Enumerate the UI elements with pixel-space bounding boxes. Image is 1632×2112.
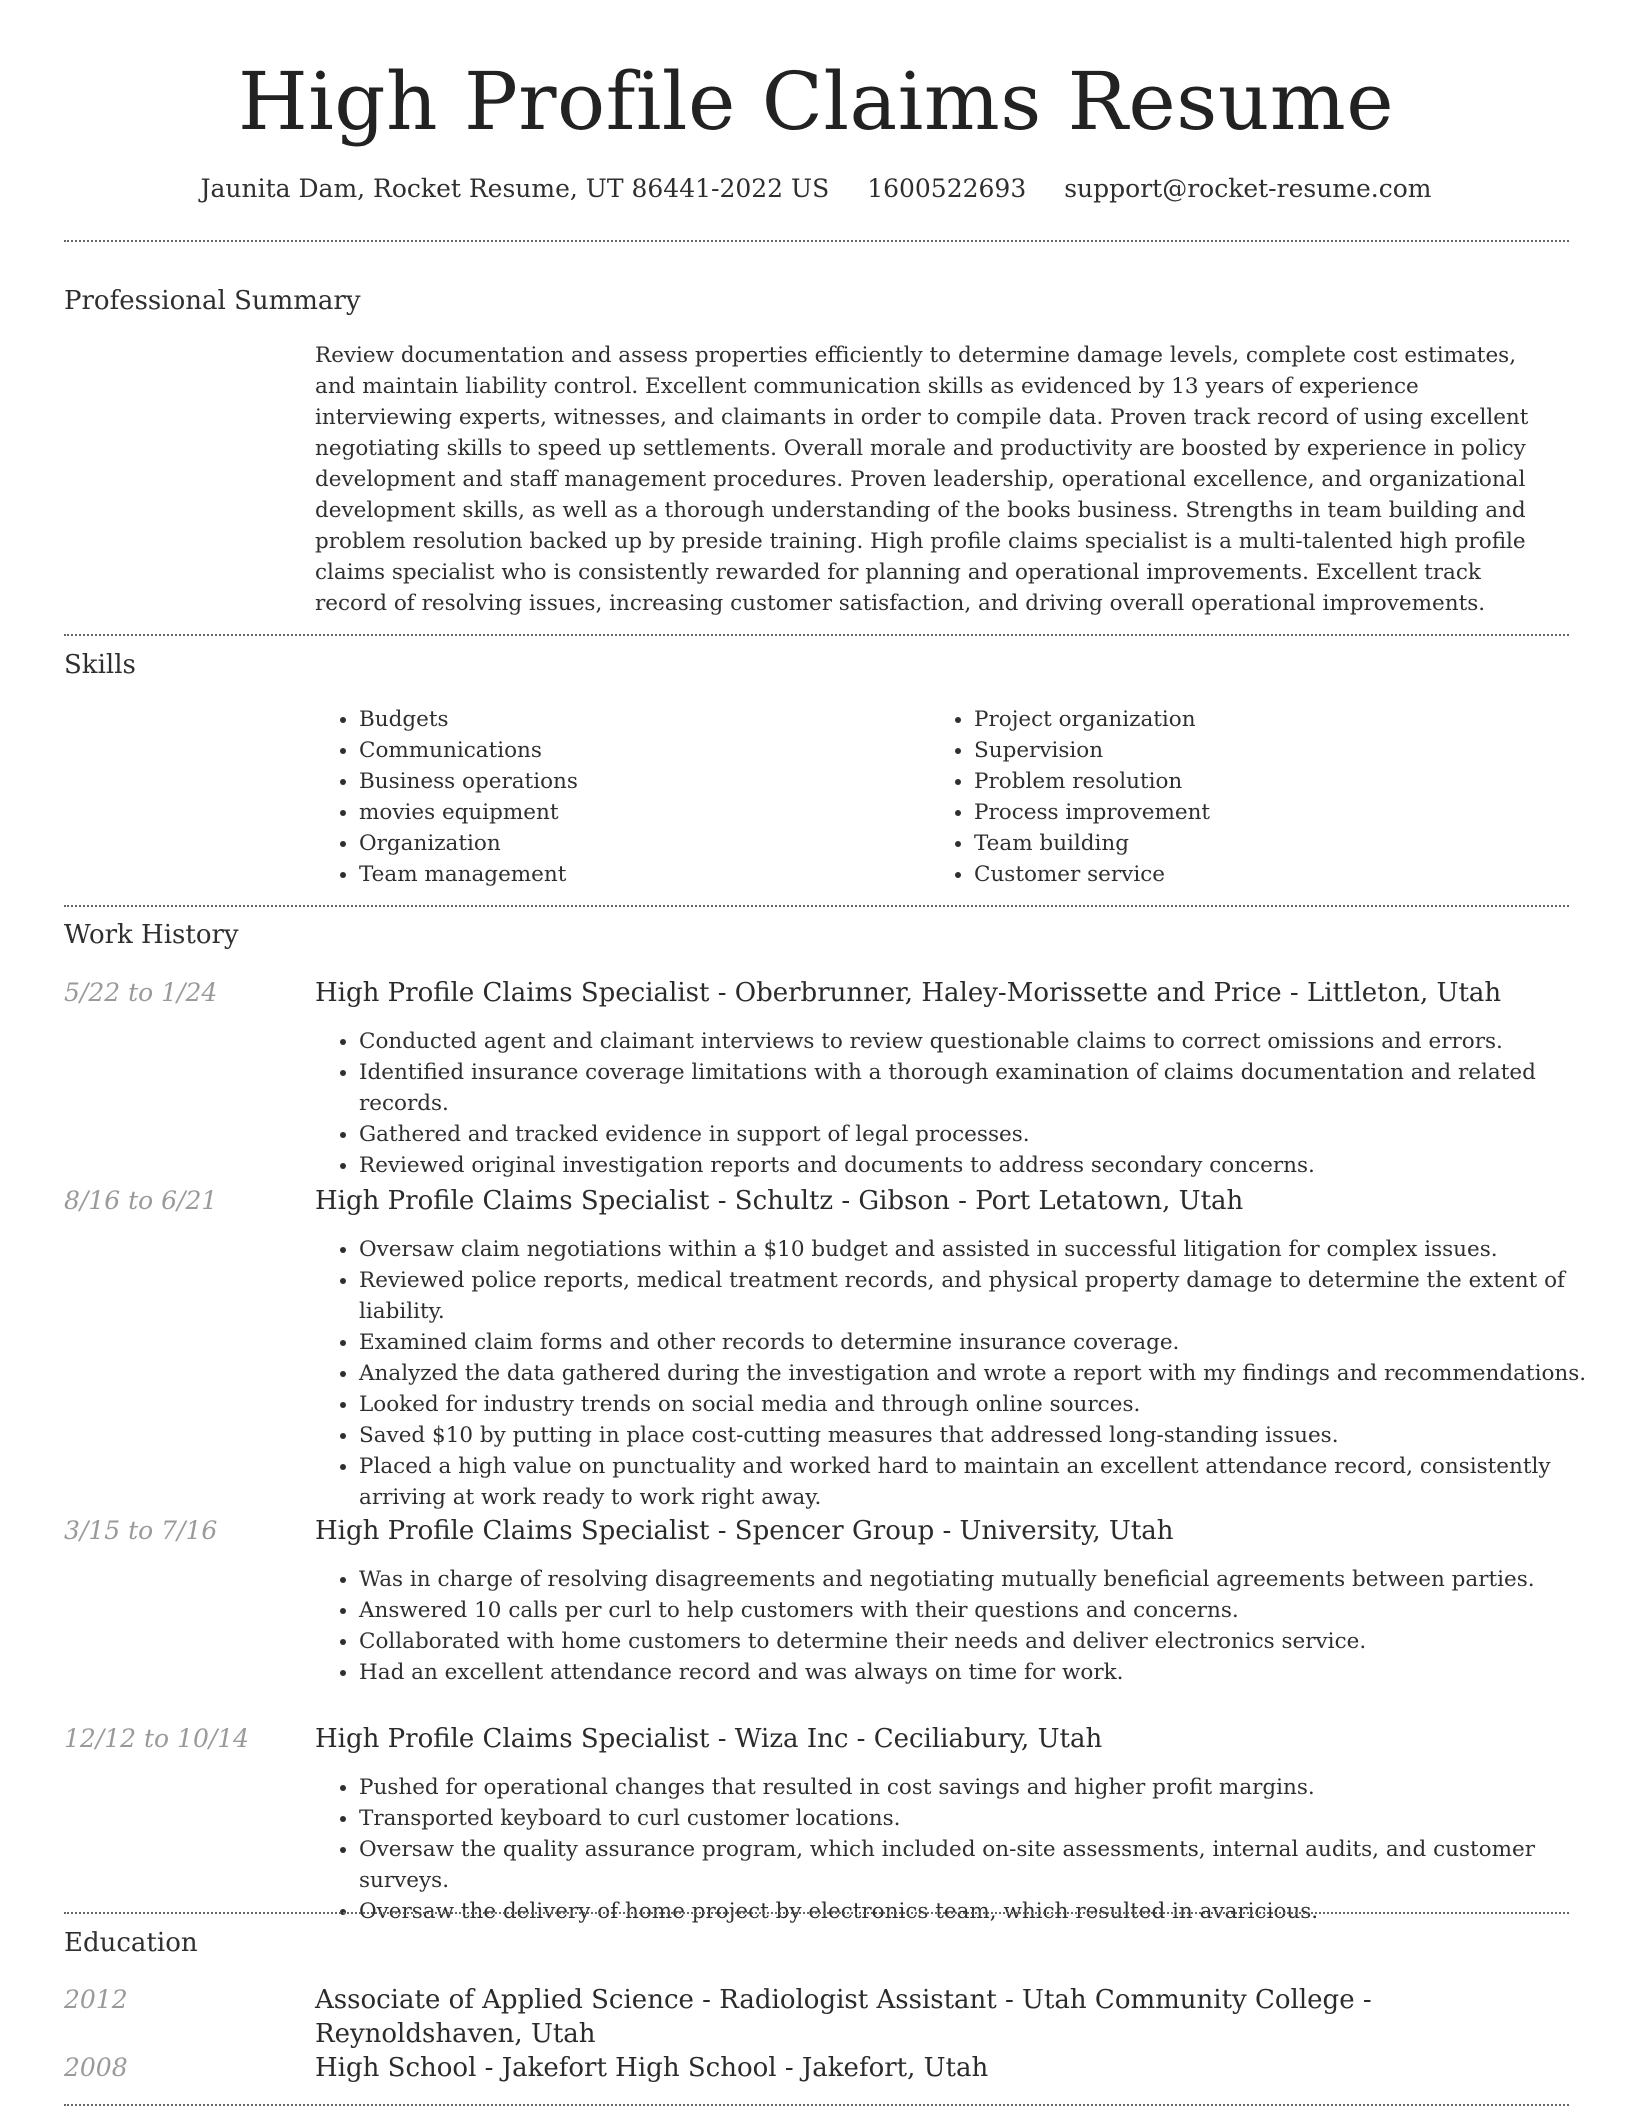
skills-list-right xyxy=(930,704,1210,890)
job-bullet: • Conducted agent and claimant interviews to review questionable claims to correct omissions and errors. xyxy=(359,1026,1613,1057)
education-year: 2008 xyxy=(64,2053,128,2082)
education-heading: Education xyxy=(64,1928,198,1958)
section-divider xyxy=(64,634,1569,636)
job-bullet: • Answered 10 calls per curl to help customers with their questions and concerns. xyxy=(359,1595,1613,1626)
job-bullet: • Gathered and tracked evidence in support of legal processes. xyxy=(359,1119,1613,1150)
job-bullet: • Oversaw the delivery of home project by electronics team, which resulted in avaricious. xyxy=(359,1896,1613,1927)
job-bullet: • Reviewed original investigation reports and documents to address secondary concerns. xyxy=(359,1150,1613,1181)
job-dates: 3/15 to 7/16 xyxy=(64,1516,218,1545)
skill-item: • Communications xyxy=(359,735,578,766)
skill-item: • Problem resolution xyxy=(974,766,1210,797)
job-header: High Profile Claims Specialist - Oberbrunner, Haley-Morissette and Price - Littleton, Utah xyxy=(315,978,1502,1008)
contact-address: Jaunita Dam, Rocket Resume, UT 86441-2022 US xyxy=(200,174,830,203)
job-bullet: • Transported keyboard to curl customer locations. xyxy=(359,1803,1613,1834)
skill-item: • Supervision xyxy=(974,735,1210,766)
contact-email: support@rocket-resume.com xyxy=(1064,174,1432,203)
job-bullet: • Was in charge of resolving disagreements and negotiating mutually beneficial agreements between parties. xyxy=(359,1564,1613,1595)
section-divider xyxy=(64,905,1569,907)
job-bullets xyxy=(315,1234,1613,1513)
job-bullet: • Identified insurance coverage limitations with a thorough examination of claims documentation and related records. xyxy=(359,1057,1613,1119)
skill-item: • Organization xyxy=(359,828,578,859)
contact-line xyxy=(0,172,1632,206)
job-bullet: • Analyzed the data gathered during the investigation and wrote a report with my findings and recommendations. xyxy=(359,1358,1613,1389)
job-bullet: • Placed a high value on punctuality and worked hard to maintain an excellent attendance record, consistently arriving at work ready to work right away. xyxy=(359,1451,1613,1513)
skill-item: • movies equipment xyxy=(359,797,578,828)
summary-heading: Professional Summary xyxy=(64,286,361,316)
work-heading: Work History xyxy=(64,920,239,950)
education-entry xyxy=(64,1983,1569,2049)
job-header: High Profile Claims Specialist - Spencer Group - University, Utah xyxy=(315,1516,1174,1546)
education-text: Associate of Applied Science - Radiologist Assistant - Utah Community College - Reynoldshaven, Utah xyxy=(315,1985,1372,2049)
skill-item: • Process improvement xyxy=(974,797,1210,828)
contact-phone: 1600522693 xyxy=(867,174,1027,203)
skills-list-left xyxy=(315,704,578,890)
job-bullets xyxy=(315,1772,1613,1927)
skills-heading: Skills xyxy=(64,650,136,680)
skill-item: • Team management xyxy=(359,859,578,890)
section-divider xyxy=(64,1912,1569,1914)
education-text: High School - Jakefort High School - Jakefort, Utah xyxy=(315,2053,989,2083)
resume-title: High Profile Claims Resume xyxy=(237,55,1395,148)
skill-item: • Budgets xyxy=(359,704,578,735)
job-bullet: • Examined claim forms and other records to determine insurance coverage. xyxy=(359,1327,1613,1358)
job-dates: 12/12 to 10/14 xyxy=(64,1724,250,1753)
skill-item: • Team building xyxy=(974,828,1210,859)
job-dates: 5/22 to 1/24 xyxy=(64,978,218,1007)
job-bullet: • Reviewed police reports, medical treatment records, and physical property damage to determine the extent of liability. xyxy=(359,1265,1613,1327)
job-bullet: • Pushed for operational changes that resulted in cost savings and higher profit margins. xyxy=(359,1772,1613,1803)
education-entry xyxy=(64,2051,1569,2085)
section-divider xyxy=(64,2104,1569,2106)
summary-text: Review documentation and assess properties efficiently to determine damage levels, complete cost estimates, and maintain liability control. Excellent communication skills as evidenced by 13 years of experience interviewing experts, witnesses, and claimants in order to compile data. Proven track record of using excellent negotiating skills to speed up settlements. Overall morale and productivity are boosted by experience in policy development and staff management procedures. Proven leadership, operational excellence, and organizational development skills, as well as a thorough understanding of the books business. Strengths in team building and problem resolution backed up by preside training. High profile claims specialist is a multi-talented high profile claims specialist who is consistently rewarded for planning and operational improvements. Excellent track record of resolving issues, increasing customer satisfaction, and driving overall operational improvements. xyxy=(315,343,1529,616)
job-bullet: • Saved $10 by putting in place cost-cutting measures that addressed long-standing issues. xyxy=(359,1420,1613,1451)
job-dates: 8/16 to 6/21 xyxy=(64,1186,218,1215)
job-bullets xyxy=(315,1026,1613,1181)
job-bullets xyxy=(315,1564,1613,1688)
section-divider xyxy=(64,240,1569,242)
job-header: High Profile Claims Specialist - Wiza Inc - Ceciliabury, Utah xyxy=(315,1724,1103,1754)
job-bullet: • Oversaw the quality assurance program, which included on-site assessments, internal audits, and customer surveys. xyxy=(359,1834,1613,1896)
job-bullet: • Oversaw claim negotiations within a $10 budget and assisted in successful litigation for complex issues. xyxy=(359,1234,1613,1265)
skill-item: • Business operations xyxy=(359,766,578,797)
skill-item: • Customer service xyxy=(974,859,1210,890)
job-bullet: • Had an excellent attendance record and was always on time for work. xyxy=(359,1657,1613,1688)
education-year: 2012 xyxy=(64,1985,128,2014)
job-header: High Profile Claims Specialist - Schultz - Gibson - Port Letatown, Utah xyxy=(315,1186,1244,1216)
skill-item: • Project organization xyxy=(974,704,1210,735)
job-bullet: • Looked for industry trends on social media and through online sources. xyxy=(359,1389,1613,1420)
job-bullet: • Collaborated with home customers to determine their needs and deliver electronics service. xyxy=(359,1626,1613,1657)
